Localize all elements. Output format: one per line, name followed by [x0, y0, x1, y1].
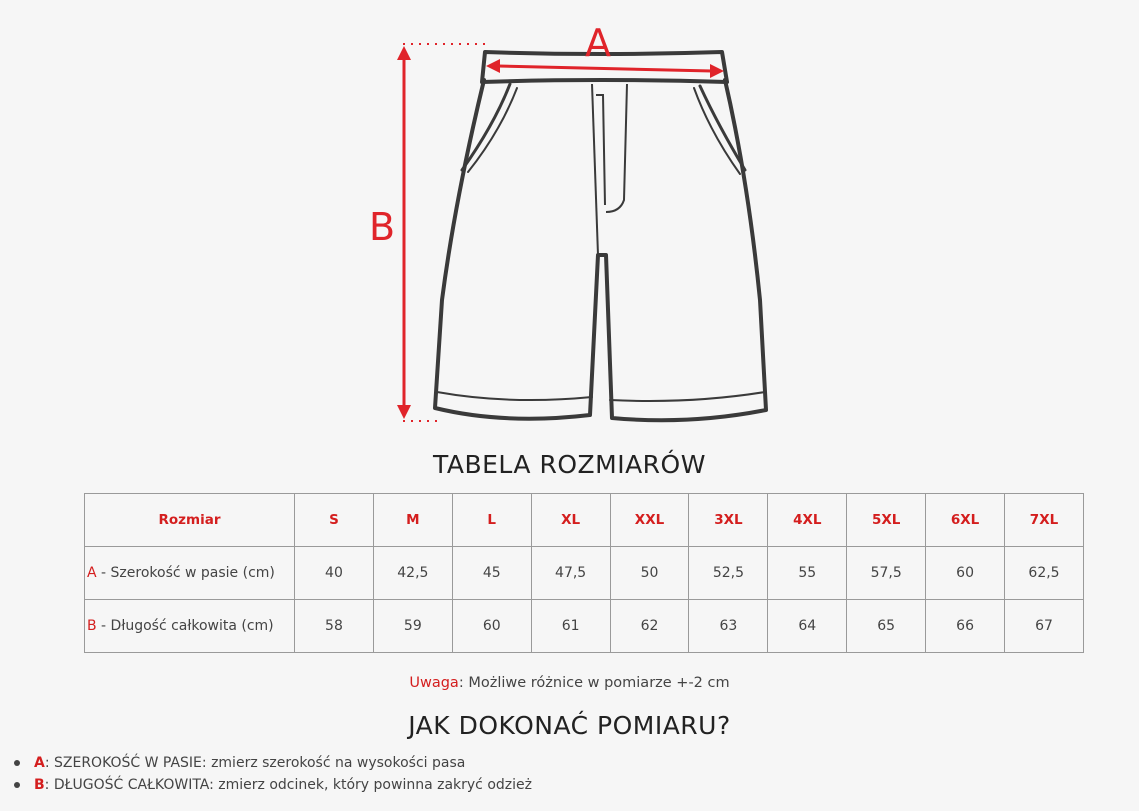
row-key: B [87, 618, 97, 634]
table-cell: 61 [531, 600, 610, 653]
size-3xl: 3XL [689, 494, 768, 547]
row-label-waist [85, 547, 295, 600]
size-xl: XL [531, 494, 610, 547]
table-cell: 59 [373, 600, 452, 653]
size-m: M [373, 494, 452, 547]
table-cell: 63 [689, 600, 768, 653]
table-cell: 50 [610, 547, 689, 600]
table-cell: 52,5 [689, 547, 768, 600]
label-a: A [585, 21, 611, 65]
size-table-title: TABELA ROZMIARÓW [433, 450, 706, 479]
table-cell: 65 [847, 600, 926, 653]
note-text: : Możliwe różnice w pomiarze +-2 cm [458, 675, 730, 691]
row-label-text: - Długość całkowita (cm) [96, 618, 274, 634]
table-cell: 67 [1005, 600, 1084, 653]
item-key: B [34, 777, 45, 793]
table-cell: 58 [295, 600, 374, 653]
measurement-note [0, 675, 1139, 691]
table-cell: 45 [452, 547, 531, 600]
list-item [34, 752, 532, 774]
list-item [34, 774, 532, 796]
table-cell: 42,5 [373, 547, 452, 600]
table-cell: 60 [452, 600, 531, 653]
shorts-outline [435, 52, 766, 420]
table-cell: 64 [768, 600, 847, 653]
table-cell: 40 [295, 547, 374, 600]
row-label-text: - Szerokość w pasie (cm) [96, 565, 275, 581]
item-key: A [34, 755, 45, 771]
table-cell: 55 [768, 547, 847, 600]
size-xxl: XXL [610, 494, 689, 547]
howto-list [0, 752, 532, 796]
arrow-b-head-bottom [397, 405, 411, 419]
table-cell: 62 [610, 600, 689, 653]
size-7xl: 7XL [1005, 494, 1084, 547]
size-4xl: 4XL [768, 494, 847, 547]
size-6xl: 6XL [926, 494, 1005, 547]
size-l: L [452, 494, 531, 547]
table-row-waist [85, 547, 1084, 600]
row-label-length [85, 600, 295, 653]
note-label: Uwaga [409, 675, 459, 691]
arrow-b-head-top [397, 46, 411, 60]
table-cell: 57,5 [847, 547, 926, 600]
table-cell: 66 [926, 600, 1005, 653]
size-table [84, 493, 1084, 653]
label-b: B [368, 205, 396, 249]
item-text: : DŁUGOŚĆ CAŁKOWITA: zmierz odcinek, który powinna zakryć odzież [44, 777, 532, 793]
header-label: Rozmiar [85, 494, 295, 547]
table-row-length [85, 600, 1084, 653]
table-cell: 60 [926, 547, 1005, 600]
item-text: : SZEROKOŚĆ W PASIE: zmierz szerokość na wysokości pasa [44, 755, 466, 771]
size-s: S [295, 494, 374, 547]
table-cell: 47,5 [531, 547, 610, 600]
row-key: A [87, 565, 97, 581]
size-5xl: 5XL [847, 494, 926, 547]
howto-title: JAK DOKONAĆ POMIARU? [408, 711, 731, 740]
fly-detail [592, 84, 627, 255]
table-cell: 62,5 [1005, 547, 1084, 600]
table-header-row [85, 494, 1084, 547]
